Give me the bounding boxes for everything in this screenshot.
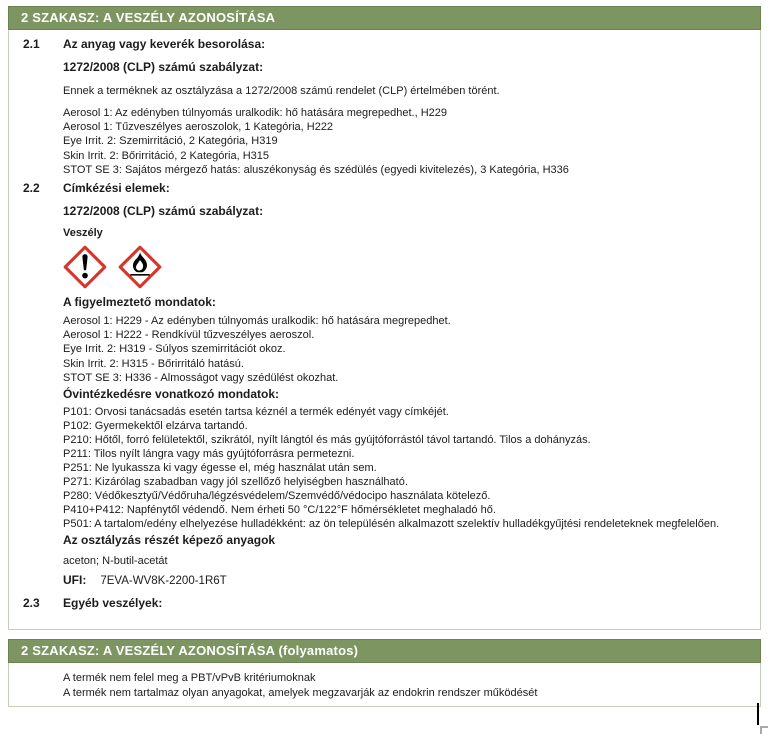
precaution-statement: P101: Orvosi tanácsadás esetén tartsa kéznél a termék edényét vagy címkéjét. [63, 406, 449, 419]
classification-line: Eye Irrit. 2: Szemirritáció, 2 Kategória, H319 [63, 135, 278, 148]
subsection-title: Az anyag vagy keverék besorolása: [63, 37, 266, 51]
hazard-statement: Aerosol 1: H222 - Rendkívül tűzveszélyes aeroszol. [63, 329, 315, 342]
section-header-bar [8, 639, 761, 663]
classification-line: STOT SE 3: Sajátos mérgező hatás: aluszékonyság és szédülés (egyedi kivitelezés), 3 Kategória, H336 [63, 163, 569, 176]
ufi-value: 7EVA-WV8K-2200-1R6T [100, 575, 227, 588]
hazard-statement: Skin Irrit. 2: H315 - Bőrirritáló hatású. [63, 357, 244, 370]
precaution-statement: P280: Védőkesztyű/Védőruha/légzésvédelem/Szemvédő/védocipo használata kötelező. [63, 490, 491, 503]
section-2-panel [8, 6, 761, 630]
precaution-statement: P210: Hőtől, forró felületektől, szikrától, nyílt lángtól és más gyújtóforrástól távol tartandó. Tilos a dohányzás. [63, 434, 591, 447]
subsection-number: 2.2 [23, 181, 40, 196]
text-cursor [757, 703, 759, 725]
section-2-continued-panel [8, 639, 761, 707]
hazard-statement: STOT SE 3: H336 - Almosságot vagy szédülést okozhat. [63, 371, 339, 384]
ufi-row [63, 573, 752, 589]
section-header-title: 2 SZAKASZ: A VESZÉLY AZONOSÍTÁSA [21, 10, 276, 25]
subsection-title: Címkézési elemek: [63, 181, 170, 196]
ghs-pictograms [63, 245, 752, 289]
hazard-statements-list [63, 314, 752, 385]
subsection-2-2 [23, 181, 752, 196]
classification-list [63, 106, 752, 177]
classification-substances: aceton; N-butil-acetát [63, 555, 168, 568]
subsection-title: Egyéb veszélyek: [63, 596, 163, 611]
precaution-statement: P211: Tilos nyílt lángra vagy más gyújtóforrásra permetezni. [63, 448, 355, 461]
page-corner-mark [760, 726, 768, 734]
classification-intro: Ennek a terméknek az osztályzása a 1272/2008 számú rendelet (CLP) értelmében törént. [63, 85, 500, 97]
other-hazards-line: A termék nem felel meg a PBT/vPvB kritériumoknak [63, 672, 316, 685]
document-page [0, 6, 769, 707]
precaution-statements-list [63, 405, 752, 531]
classification-substances-heading: Az osztályzás részét képező anyagok [63, 533, 276, 548]
hazard-statements-heading: A figyelmeztető mondatok: [63, 295, 216, 310]
precaution-statements-heading: Óvintézkedésre vonatkozó mondatok: [63, 387, 280, 402]
section-2-continued-body [8, 663, 761, 707]
subsection-2-1 [23, 37, 752, 52]
section-header-bar [8, 6, 761, 30]
ghs07-exclamation-icon [63, 245, 107, 289]
hazard-statement: Eye Irrit. 2: H319 - Súlyos szemirritációt okoz. [63, 343, 286, 356]
precaution-statement: P410+P412: Napfénytől védendő. Nem érheti 50 °C/122°F hőmérsékletet meghaladó hő. [63, 504, 496, 517]
section-2-body [8, 30, 761, 630]
classification-line: Aerosol 1: Az edényben túlnyomás uralkodik: hő hatására megrepedhet., H229 [63, 107, 448, 119]
classification-line: Skin Irrit. 2: Bőrirritáció, 2 Kategória, H315 [63, 149, 270, 162]
precaution-statement: P271: Kizárólag szabadban vagy jól szellőző helyiségben használható. [63, 476, 408, 489]
precaution-statement: P251: Ne lyukassza ki vagy égesse el, még használat után sem. [63, 462, 377, 475]
signal-word: Veszély [63, 227, 103, 240]
clp-regulation-heading: 1272/2008 (CLP) számú szabályzat: [63, 60, 264, 74]
precaution-statement: P102: Gyermekektől elzárva tartandó. [63, 420, 248, 433]
ufi-label: UFI: [63, 573, 87, 588]
section-header-title: 2 SZAKASZ: A VESZÉLY AZONOSÍTÁSA (folyamatos) [21, 643, 359, 659]
other-hazards-list [63, 671, 752, 700]
hazard-statement: Aerosol 1: H229 - Az edényben túlnyomás uralkodik: hő hatására megrepedhet. [63, 315, 451, 328]
precaution-statement: P501: A tartalom/edény elhelyezése hulladékként: az ön településén alkalmazott szelektív hulladékgyűjtési rendeleteknek megfelelően. [63, 518, 720, 531]
subsection-2-3 [23, 596, 752, 611]
other-hazards-line: A termék nem tartalmaz olyan anyagokat, amelyek megzavarják az endokrin rendszer működését [63, 686, 538, 699]
subsection-number: 2.3 [23, 596, 40, 611]
subsection-number: 2.1 [23, 37, 40, 51]
ghs02-flame-icon [118, 245, 162, 289]
clp-regulation-heading: 1272/2008 (CLP) számú szabályzat: [63, 204, 264, 219]
classification-line: Aerosol 1: Tűzveszélyes aeroszolok, 1 Kategória, H222 [63, 121, 334, 134]
